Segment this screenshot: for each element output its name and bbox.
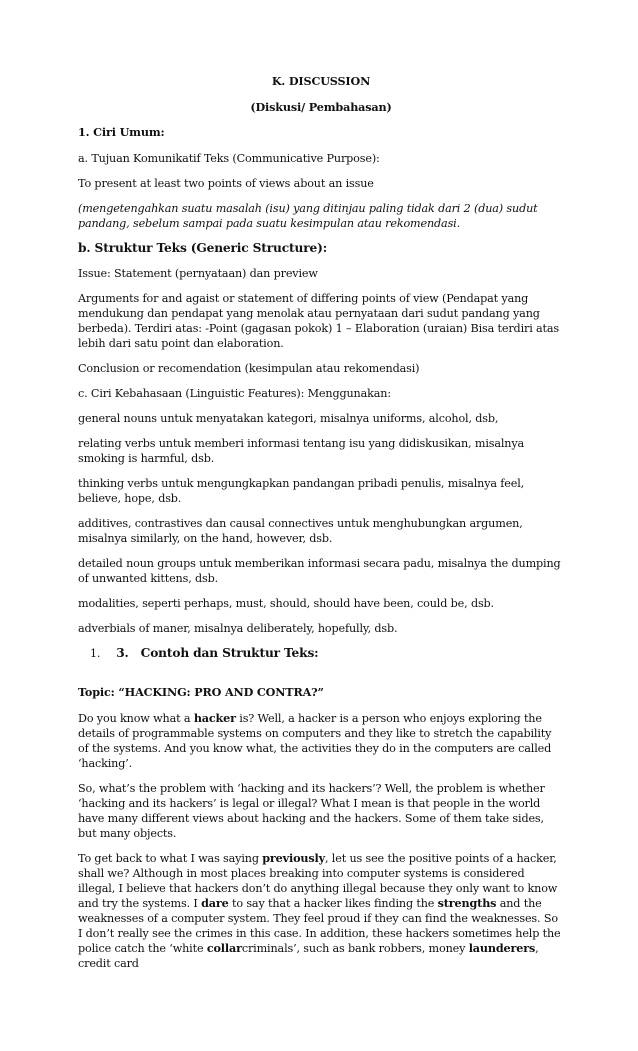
page-title: K. DISCUSSION: [271, 74, 371, 88]
communicative-purpose-label: a. Tujuan Komunikatif Teks (Communicative Purpose):: [78, 152, 380, 165]
document-page: [78, 74, 564, 981]
communicative-purpose-italic: (mengetengahkan suatu masalah (isu) yang ditinjau paling tidak dari 2 (dua) sudut pandang, sebelum sampai pada suatu kesimpulan atau rekomendasi.: [78, 202, 538, 230]
section-heading-contoh: [90, 646, 564, 661]
feature-item: detailed noun groups untuk memberikan informasi secara padu, misalnya the dumping of unwanted kittens, dsb.: [78, 557, 561, 585]
section-heading-contoh-text: Contoh dan Struktur Teks:: [140, 646, 319, 660]
page-subtitle: (Diskusi/ Pembahasan): [250, 100, 392, 114]
bold-term: dare: [201, 896, 229, 910]
communicative-purpose-text: To present at least two points of views about an issue: [78, 177, 374, 190]
structure-conclusion: Conclusion or recomendation (kesimpulan atau rekomendasi): [78, 362, 420, 375]
section-heading-ciri-umum: 1. Ciri Umum:: [78, 125, 165, 139]
structure-issue: Issue: Statement (pernyataan) dan preview: [78, 267, 318, 280]
text-run: , let us see the positive points of a hacker, shall we? Although in most places breaking into computer systems is considered illegal, I believe that hackers don’t do anything illegal because they only want to know and try the systems. I: [78, 852, 558, 910]
text-run: Do you know what a: [78, 712, 194, 725]
feature-item: thinking verbs untuk mengungkapkan pandangan pribadi penulis, misalnya feel, believe, hope, dsb.: [78, 477, 525, 505]
bold-term: collar: [206, 941, 242, 955]
text-run: is? Well, a hacker is a person who enjoys exploring the details of programmable systems on computers and they like to stretch the capability of the systems. And you know what, the activities they do in the computers are called ‘hacking’.: [78, 712, 552, 770]
text-run: criminals’, such as bank robbers, money: [241, 942, 469, 955]
linguistic-features-heading: c. Ciri Kebahasaan (Linguistic Features): Menggunakan:: [78, 387, 391, 400]
list-number-inner: 3.: [116, 646, 129, 660]
paragraph-2: So, what’s the problem with ‘hacking and its hackers’? Well, the problem is whether ‘hacking and its hackers’ is legal or illegal? What I mean is that people in the world have many different views about hacking and the hackers. Some of them take sides, but many objects.: [78, 782, 545, 840]
section-heading-generic-structure: b. Struktur Teks (Generic Structure):: [78, 241, 328, 255]
bold-term: strengths: [437, 896, 497, 910]
feature-item: modalities, seperti perhaps, must, should, should have been, could be, dsb.: [78, 597, 494, 610]
list-number-outer: 1.: [90, 647, 101, 660]
text-run: To get back to what I was saying: [78, 852, 263, 865]
feature-item: general nouns untuk menyatakan kategori, misalnya uniforms, alcohol, dsb,: [78, 412, 499, 425]
feature-item: adverbials of maner, misalnya deliberately, hopefully, dsb.: [78, 622, 398, 635]
text-run: , credit card: [78, 942, 539, 970]
text-run: and the weaknesses of a computer system. They feel proud if they can find the weaknesses. So I don’t really see the crimes in this case. In addition, these hackers sometimes help the police catch the ‘white: [78, 897, 561, 955]
feature-item: relating verbs untuk memberi informasi tentang isu yang didiskusikan, misalnya smoking is harmful, dsb.: [78, 437, 525, 465]
paragraph-1: [78, 711, 564, 771]
paragraph-3: [78, 851, 564, 971]
text-run: to say that a hacker likes finding the: [228, 897, 438, 910]
topic-heading: Topic: “HACKING: PRO AND CONTRA?”: [78, 685, 324, 699]
bold-term: previously: [262, 851, 325, 865]
bold-term: hacker: [193, 711, 236, 725]
feature-item: additives, contrastives dan causal connectives untuk menghubungkan argumen, misalnya similarly, on the hand, however, dsb.: [78, 517, 523, 545]
structure-arguments: Arguments for and agaist or statement of differing points of view (Pendapat yang mendukung dan pendapat yang menolak atau pernyataan dari sudut pandang yang berbeda). Terdiri atas: -Point (gagasan pokok) 1 – Elaboration (uraian) Bisa terdiri atas lebih dari satu point dan elaboration.: [78, 292, 560, 350]
bold-term: launderers: [468, 941, 536, 955]
